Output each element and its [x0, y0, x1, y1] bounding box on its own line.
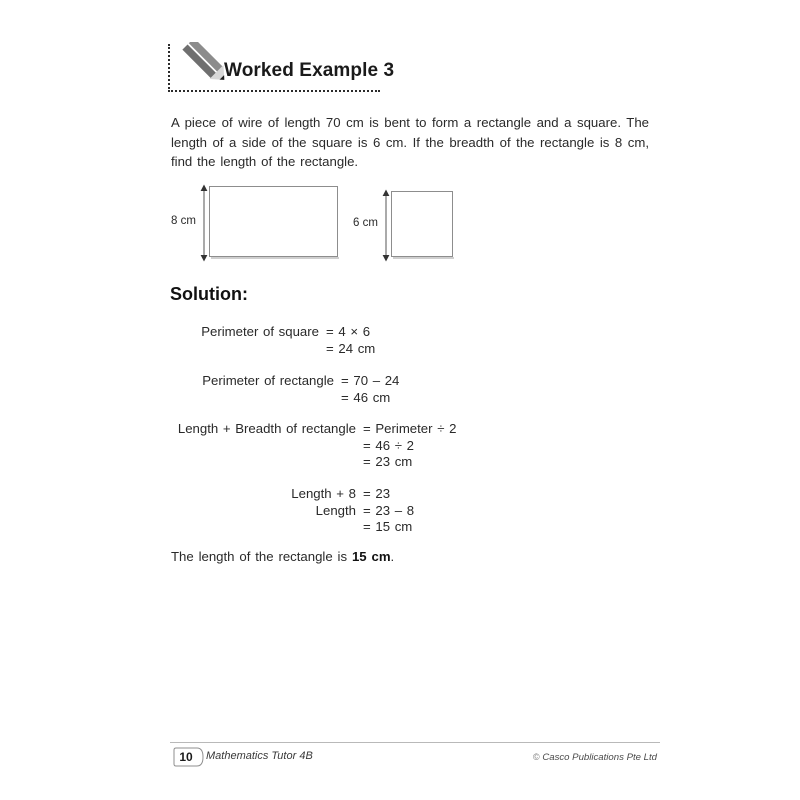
rectangle-shape — [209, 186, 338, 257]
calc-left: Perimeter of square — [201, 324, 319, 339]
calc-block-perimeter-rectangle — [171, 373, 399, 406]
calc-right: = Perimeter ÷ 2 — [363, 421, 457, 436]
conclusion-suffix: . — [390, 549, 395, 564]
page-number-badge — [173, 747, 199, 767]
square-shape — [391, 191, 453, 257]
rectangle-shadow — [211, 257, 339, 259]
calc-row — [171, 373, 399, 390]
page-number: 10 — [179, 750, 193, 764]
square-side-label: 6 cm — [353, 217, 378, 229]
calc-right: = 24 cm — [326, 340, 376, 356]
footer-book-title: Mathematics Tutor 4B — [206, 750, 313, 762]
calc-row — [171, 454, 456, 471]
calc-block-length-plus-breadth — [171, 421, 456, 471]
calc-row — [171, 324, 375, 341]
calc-right: = 23 — [363, 486, 391, 501]
pencil-icon — [170, 42, 228, 92]
calc-left: Length — [315, 502, 356, 518]
calc-row — [171, 486, 414, 503]
calc-row — [171, 421, 456, 438]
calc-right: = 23 cm — [363, 454, 413, 469]
calc-row — [171, 390, 399, 407]
footer-divider — [170, 742, 660, 743]
calc-left: Perimeter of rectangle — [202, 373, 334, 388]
copyright-icon: © — [533, 752, 540, 762]
calc-left: Length + 8 — [291, 486, 356, 501]
square-shadow — [393, 257, 454, 259]
calc-right: = 46 ÷ 2 — [363, 437, 414, 453]
calc-right: = 15 cm — [363, 519, 413, 534]
conclusion-answer: 15 cm — [351, 549, 391, 564]
calc-row — [171, 503, 414, 520]
conclusion-statement — [171, 549, 394, 564]
copyright-text: Casco Publications Pte Ltd — [542, 752, 657, 763]
calc-row — [171, 438, 456, 455]
calc-row — [171, 341, 375, 358]
problem-statement: A piece of wire of length 70 cm is bent to form a rectangle and a square. The length of a side of the square is 6 cm. If the breadth of the rectangle is 8 cm, find the length of the rectangle. — [171, 115, 649, 169]
calc-right: = 23 – 8 — [363, 502, 415, 518]
square-dimension-arrow — [379, 187, 395, 262]
calc-block-solve-length — [171, 486, 414, 536]
footer-copyright — [533, 752, 657, 763]
rectangle-dimension-arrow — [197, 182, 213, 262]
calc-block-perimeter-square — [171, 324, 375, 357]
rectangle-breadth-label: 8 cm — [171, 215, 196, 227]
solution-heading: Solution: — [170, 284, 248, 304]
page-title: Worked Example 3 — [224, 60, 395, 81]
calc-left: Length + Breadth of rectangle — [177, 421, 356, 436]
calc-right: = 4 × 6 — [326, 324, 371, 339]
calc-row — [171, 519, 414, 536]
calc-right: = 46 cm — [341, 389, 391, 405]
conclusion-prefix: The length of the rectangle is — [171, 549, 352, 564]
calc-right: = 70 – 24 — [341, 373, 400, 388]
